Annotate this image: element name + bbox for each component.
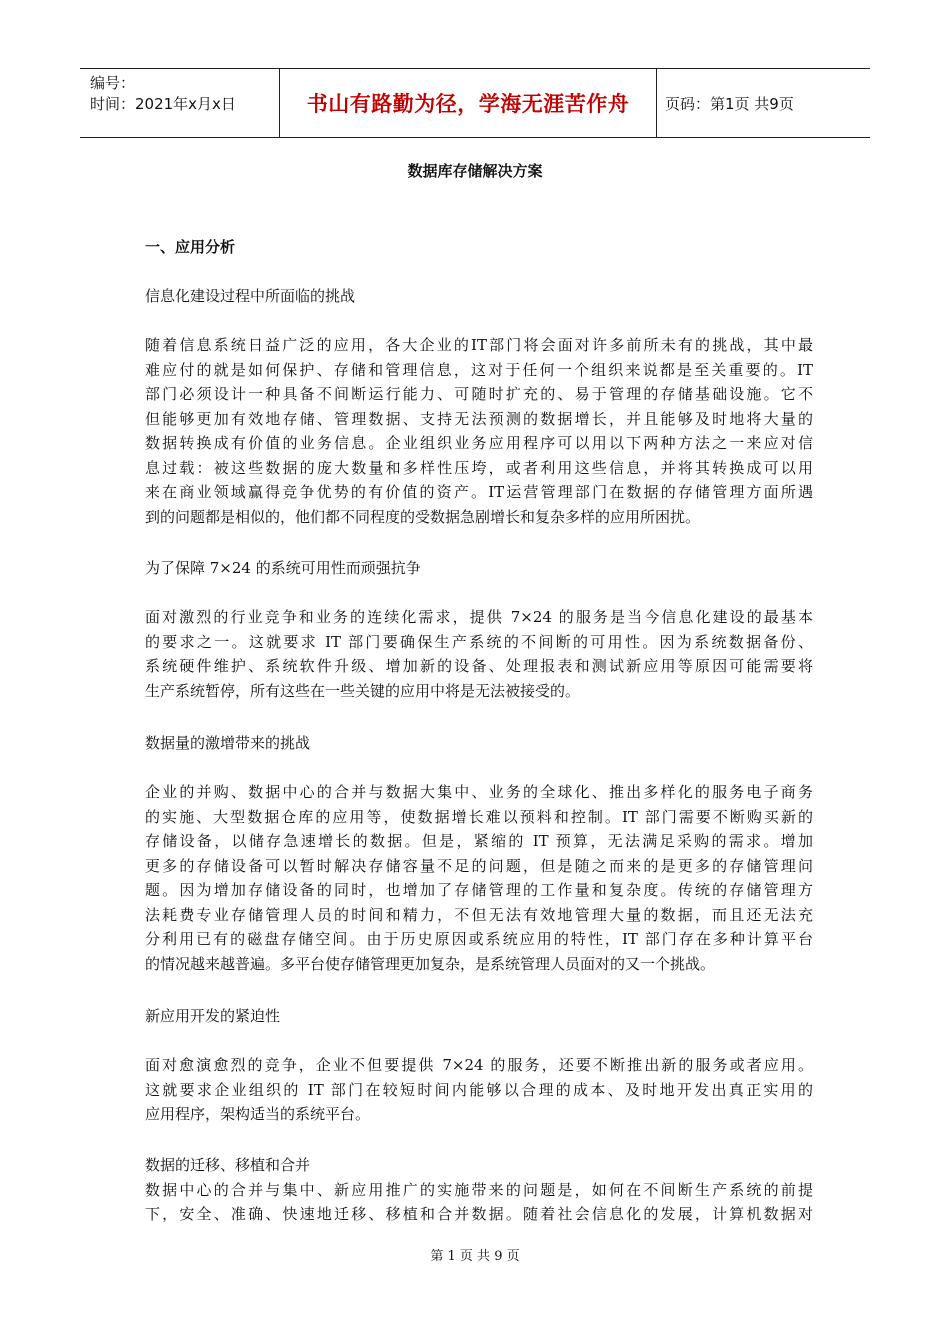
paragraph-line: 下，安全、准确、快速地迁移、移植和合并数据。随着社会信息化的发展，计算机数据对 [145, 1205, 813, 1223]
paragraph-line: 数据转换成有价值的业务信息。企业组织业务应用程序可以用以下两种方法之一来应对信 [145, 434, 813, 452]
paragraph-line: 数据中心的合并与集中、新应用推广的实施带来的问题是，如何在不间断生产系统的前提 [145, 1180, 813, 1199]
date-label: 时间：2021年x月x日 [90, 95, 236, 113]
subheading-text: 数据量的激增带来的挑战 [145, 734, 311, 752]
paragraph-line: 生产系统暂停，所有这些在一些关键的应用中将是无法被接受的。 [145, 681, 581, 700]
paragraph-line: 的实施、大型数据仓库的应用等，使数据增长难以预料和控制。IT 部门需要不断购买新的 [145, 807, 813, 826]
section-heading: 一、应用分析 [145, 238, 236, 256]
paragraph-line: 息过载：被这些数据的庞大数量和多样性压垮，或者利用这些信息，并将其转换成可以用 [145, 458, 813, 477]
subheading-new-apps [145, 1004, 813, 1029]
paragraph-3 [145, 780, 813, 976]
subheading-text: 新应用开发的紧迫性 [145, 1007, 281, 1025]
subheading-text: 为了保障 7×24 的系统可用性而顽强抗争 [145, 559, 421, 577]
number-label: 编号： [90, 74, 136, 92]
paragraph-2 [145, 605, 813, 703]
paragraph-5-block [145, 1153, 813, 1227]
subheading-text: 数据的迁移、移植和合并 [145, 1156, 311, 1174]
page-footer: 第 1 页 共 9 页 [430, 1249, 520, 1264]
paragraph-line: 应用程序，架构适当的系统平台。 [145, 1105, 371, 1123]
subheading-challenges [145, 284, 813, 309]
subheading-availability [145, 556, 813, 581]
paragraph-line: 部门必须设计一种具备不间断运行能力、可随时扩充的、易于管理的存储基础设施。它不 [145, 385, 813, 403]
header-motto: 书山有路勤为径，学海无涯苦作舟 [280, 69, 657, 137]
header-meta [80, 69, 280, 137]
paragraph-line: 到的问题都是相似的，他们都不同程度的受数据急剧增长和复杂多样的应用所困扰。 [145, 507, 701, 526]
subheading-text: 信息化建设过程中所面临的挑战 [145, 287, 356, 305]
paragraph-line: 的情况越来越普遍。多平台使存储管理更加复杂，是系统管理人员面对的又一个挑战。 [145, 954, 716, 973]
paragraph-4 [145, 1053, 813, 1127]
paragraph-line: 但能够更加有效地存储、管理数据、支持无法预测的数据增长，并且能够及时地将大量的 [145, 409, 813, 428]
paragraph-line: 存储设备，以储存急速增长的数据。但是，紧缩的 IT 预算，无法满足采购的需求。增加 [145, 832, 813, 850]
paragraph-line: 来在商业领域赢得竞争优势的有价值的资产。IT运营管理部门在数据的存储管理方面所遇 [145, 483, 813, 501]
paragraph-line: 难应付的就是如何保护、存储和管理信息，这对于任何一个组织来说都是至关重要的。IT [145, 360, 813, 379]
paragraph-line: 企业的并购、数据中心的合并与数据大集中、业务的全球化、推出多样化的服务电子商务 [145, 783, 813, 801]
page-header [80, 68, 870, 138]
paragraph-line: 法耗费专业存储管理人员的时间和精力，不但无法有效地管理大量的数据，而且还无法充 [145, 905, 813, 924]
paragraph-line: 更多的存储设备可以暂时解决存储容量不足的问题，但是随之而来的是更多的存储管理问 [145, 856, 813, 875]
paragraph-line: 系统硬件维护、系统软件升级、增加新的设备、处理报表和测试新应用等原因可能需要将 [145, 657, 813, 675]
paragraph-line: 随着信息系统日益广泛的应用，各大企业的IT部门将会面对许多前所未有的挑战，其中最 [145, 336, 813, 354]
paragraph-line: 面对激烈的行业竞争和业务的连续化需求，提供 7×24 的服务是当今信息化建设的最基本 [145, 608, 813, 626]
paragraph-1 [145, 333, 813, 529]
header-page-info: 页码：第1页 共9页 [665, 94, 794, 113]
paragraph-line: 面对愈演愈烈的竞争，企业不但要提供 7×24 的服务，还要不断推出新的服务或者应用。 [145, 1056, 813, 1074]
subheading-data-growth [145, 731, 813, 756]
paragraph-line: 题。因为增加存储设备的同时，也增加了存储管理的工作量和复杂度。传统的存储管理方 [145, 881, 813, 899]
paragraph-line: 的要求之一。这就要求 IT 部门要确保生产系统的不间断的可用性。因为系统数据备份、 [145, 632, 813, 651]
paragraph-line: 这就要求企业组织的 IT 部门在较短时间内能够以合理的成本、及时地开发出真正实用的 [145, 1080, 813, 1099]
paragraph-line: 分利用已有的磁盘存储空间。由于历史原因或系统应用的特性，IT 部门存在多种计算平台 [145, 930, 813, 948]
document-title: 数据库存储解决方案 [407, 162, 543, 180]
